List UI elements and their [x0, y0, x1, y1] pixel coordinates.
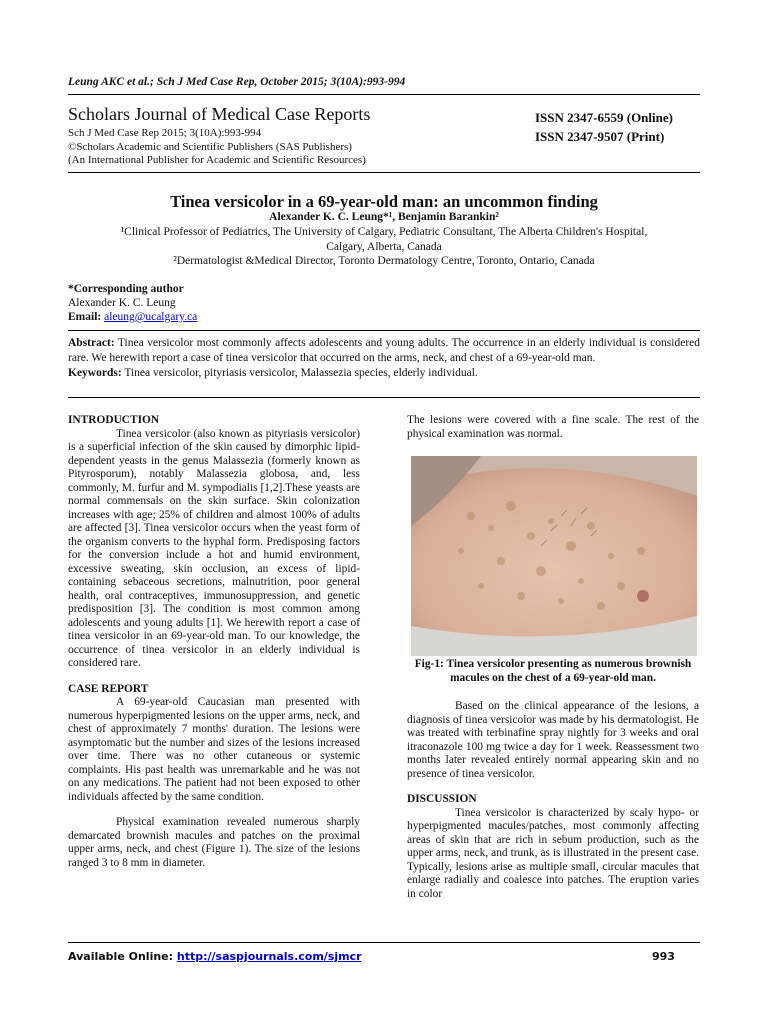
left-column [68, 414, 360, 870]
footer [68, 950, 362, 963]
discussion-heading: DISCUSSION [407, 793, 477, 805]
keywords-label: Keywords: [68, 367, 122, 379]
affiliation-2: ²Dermatologist &Medical Director, Toronto Dermatology Centre, Toronto, Ontario, Canada [173, 255, 595, 267]
journal-name: Scholars Journal of Medical Case Reports [68, 104, 371, 124]
article-title: Tinea versicolor in a 69-year-old man: an uncommon finding [170, 192, 598, 211]
intro-heading: INTRODUCTION [68, 414, 160, 426]
running-head: Leung AKC et al.; Sch J Med Case Rep, October 2015; 3(10A):993-994 [68, 76, 406, 88]
issn-online: ISSN 2347-6559 (Online) [535, 110, 673, 125]
figure-caption: Fig-1: Tinea versicolor presenting as numerous brownish macules on the chest of a 69-year-old man. [414, 658, 692, 684]
corresponding-author [68, 282, 197, 324]
continuation-paragraph: The lesions were covered with a fine scale. The rest of the physical examination was normal. [407, 414, 699, 440]
available-label: Available Online: [68, 950, 174, 963]
abstract-top-rule [68, 330, 700, 331]
email-label: Email: [68, 311, 102, 323]
case-paragraph-2: Physical examination revealed numerous sharply demarcated brownish macules and patches on the proximal upper arms, neck, and chest (Figure 1). The size of the lesions ranged 3 to 8 mm in diameter. [68, 816, 360, 869]
abstract-bottom-rule [68, 397, 700, 398]
footer-rule [68, 942, 700, 943]
keywords-text: Tinea versicolor, pityriasis versicolor, Malassezia species, elderly individual. [124, 367, 478, 379]
publisher: ©Scholars Academic and Scientific Publishers (SAS Publishers) [68, 140, 352, 153]
case-paragraph-1: A 69-year-old Caucasian man presented with numerous hyperpigmented lesions on the upper arms, neck, and chest of approximately 7 months' duration. The lesions were asymptomatic but the number and sizes of the lesions increased over time. There was no other cutaneous or systemic complaints. His past health was unremarkable and he was not on any medications. The patient had not been exposed to other individuals affected by the same condition. [68, 696, 360, 803]
page-number: 993 [652, 950, 675, 963]
masthead-rule [68, 172, 700, 173]
abstract-text: Tinea versicolor most commonly affects adolescents and young adults. The occurrence in an elderly individual is considered rare. We herewith report a case of tinea versicolor that occurred on the arms, neck, and chest of a 69-year-old man. [68, 337, 700, 364]
intro-paragraph: Tinea versicolor (also known as pityriasis versicolor) is a superficial infection of the skin caused by dimorphic lipid-dependent yeasts in the genus Malassezia (formerly known as Pityrosporum), notably Malassezia globosa, and, less commonly, M. furfur and M. sympodialis [1,2].These yeasts are normal commensals on the skin surface. Skin colonization increases with age; 25% of children and almost 100% of adults are affected [3]. Tinea versicolor occurs when the yeast form of the organism converts to the hyphal form. Predisposing factors for the conversion include a hot and humid environment, excessive sweating, skin occlusion, an excess of lipid-containing sebaceous secretions, malnutrition, poor general health, oral contraceptives, immunosuppression, and genetic predisposition [3]. The condition is most common among adolescents and young adults [1]. We herewith report a case of tinea versicolor in an 69-year-old man. To our knowledge, the occurrence of tinea versicolor in an elderly individual is considered rare. [68, 427, 360, 669]
header-rule [68, 94, 700, 95]
right-column-top [407, 414, 699, 441]
email-link[interactable]: aleung@ucalgary.ca [104, 311, 198, 323]
right-column-bottom [407, 700, 699, 901]
article-authors: Alexander K. C. Leung*¹, Benjamin Barankin² [269, 211, 499, 223]
discussion-paragraph: Tinea versicolor is characterized by scaly hypo- or hyperpigmented macules/patches, most commonly affecting areas of skin that are rich in sebum production, such as the upper arms, neck, and trunk, as is illustrated in the present case. Typically, lesions arise as multiple small, circular macules that enlarge radially and coalesce into patches. The eruption varies in color [407, 806, 699, 900]
corr-name: Alexander K. C. Leung [68, 297, 176, 309]
citation: Sch J Med Case Rep 2015; 3(10A):993-994 [68, 127, 262, 139]
abstract-label: Abstract: [68, 337, 115, 349]
corr-heading: *Corresponding author [68, 283, 184, 295]
issn-block [535, 108, 673, 146]
diagnosis-paragraph: Based on the clinical appearance of the lesions, a diagnosis of tinea versicolor was made by his dermatologist. He was treated with terbinafine spray nightly for 3 weeks and oral itraconazole 100 mg twice a day for 1 week. Reassessment two months later revealed entirely normal appearing skin and no presence of tinea versicolor. [407, 700, 699, 780]
abstract [68, 336, 700, 381]
chest-photo-illustration [411, 456, 697, 656]
journal-meta [68, 127, 366, 168]
issn-print: ISSN 2347-9507 (Print) [535, 129, 665, 144]
figure-1-photo [411, 456, 697, 656]
journal-url-link[interactable]: http://saspjournals.com/sjmcr [176, 950, 362, 963]
affiliation-1: ¹Clinical Professor of Pediatrics, The University of Calgary, Pediatric Consultant, The Alberta Children's Hospital, Calgary, Alberta, Canada [120, 226, 648, 253]
publisher-note: (An International Publisher for Academic and Scientific Resources) [68, 154, 366, 166]
case-heading: CASE REPORT [68, 682, 149, 695]
